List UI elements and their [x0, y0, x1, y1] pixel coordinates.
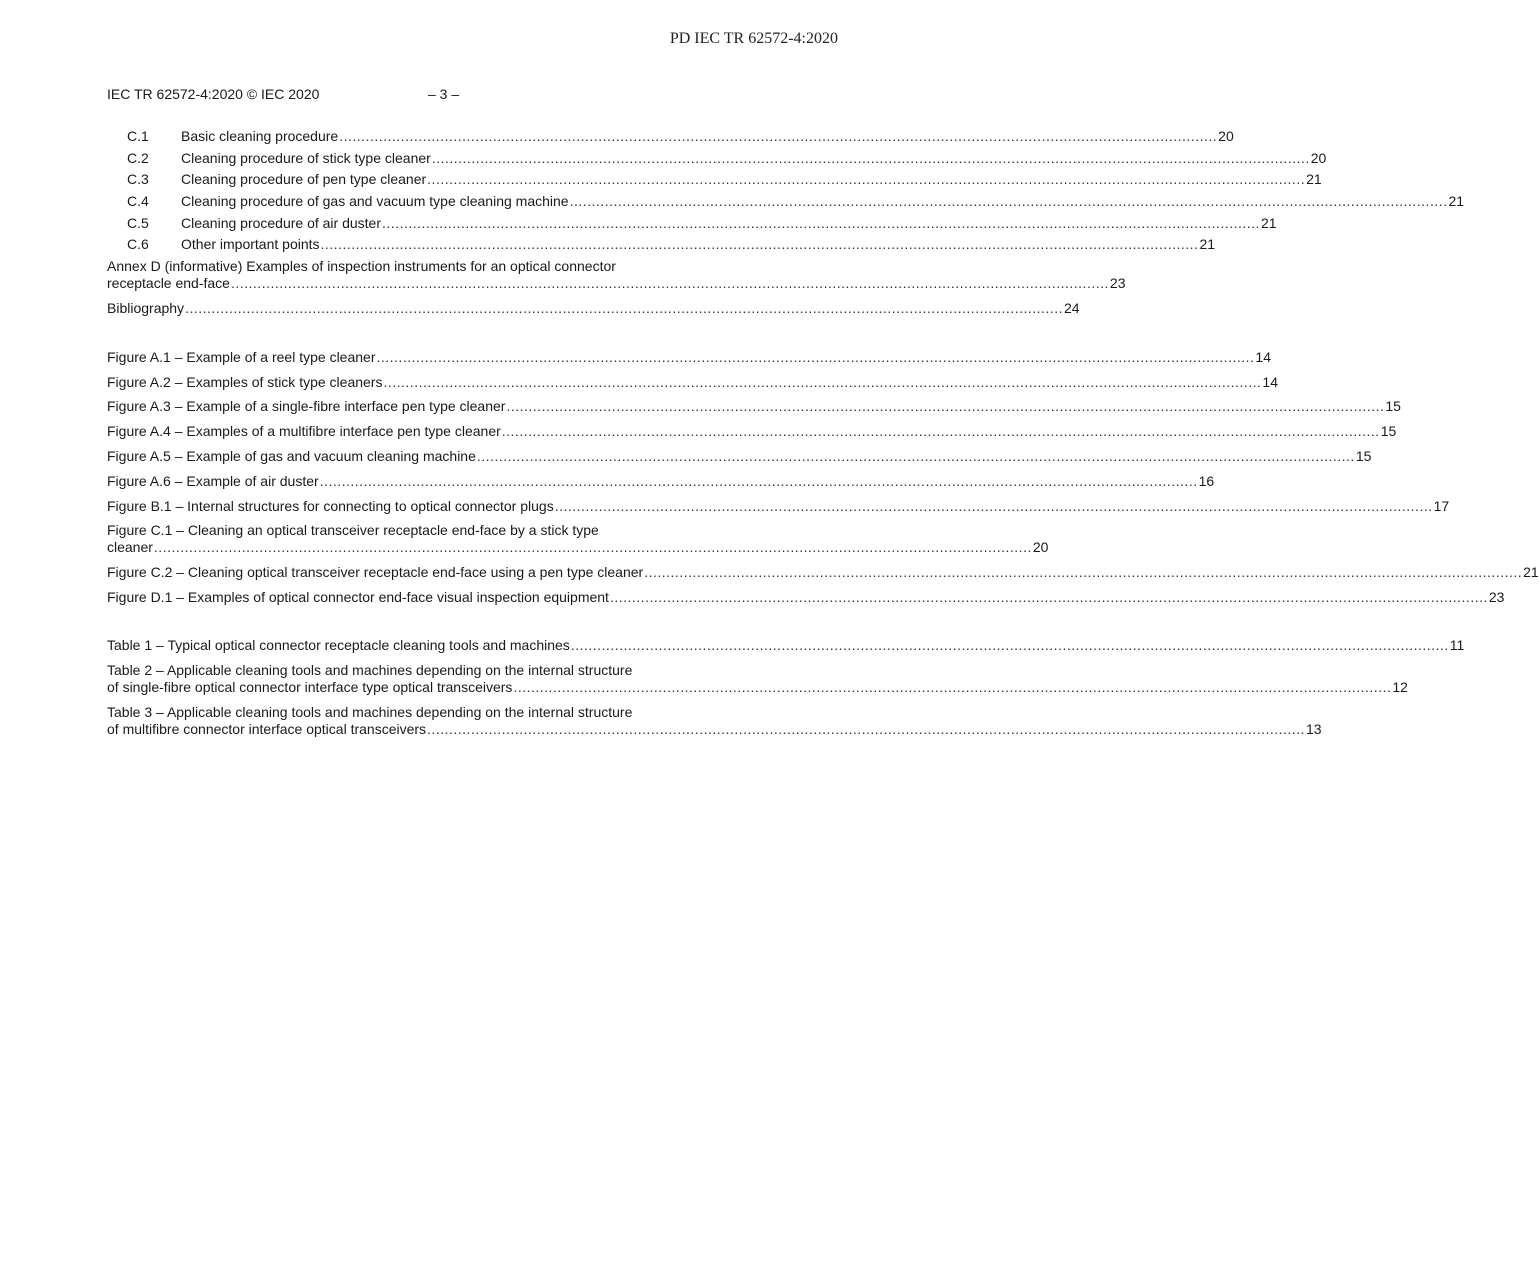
figure-entry-title: Figure C.2 – Cleaning optical transceiver receptacle end-face using a pen type cleaner	[107, 564, 644, 581]
toc-entry-code: C.1	[127, 128, 149, 144]
leader-dots: ........................................................................................................................................................................................................	[230, 275, 1109, 292]
running-title: IEC TR 62572-4:2020 © IEC 2020	[107, 86, 320, 102]
leader-dots: ........................................................................................................................................................................................................	[476, 448, 1355, 464]
leader-dots: ........................................................................................................................................................................................................	[427, 720, 1305, 737]
figure-entry-page: 23	[1488, 589, 1505, 606]
leader-dots: ........................................................................................................................................................................................................	[382, 214, 1260, 231]
figure-entry-title-line1: Figure C.1 – Cleaning an optical transceiver receptacle end-face by a stick type	[107, 522, 599, 539]
figure-entry-page: 16	[1198, 472, 1215, 489]
figure-entry-a2[interactable]	[107, 373, 1278, 399]
figure-entry-page: 15	[1380, 423, 1397, 440]
toc-entry-title: Bibliography	[107, 300, 185, 317]
toc-entry-title-line2: receptacle end-face	[107, 275, 230, 292]
toc-entry-bibliography[interactable]	[107, 300, 1080, 322]
figure-entry-page: 21	[1523, 564, 1539, 581]
table-entry-title: Table 1 – Typical optical connector receptacle cleaning tools and machines	[107, 636, 570, 653]
leader-dots: ........................................................................................................................................................................................................	[376, 348, 1255, 365]
list-of-figures	[107, 348, 1539, 614]
toc-entry-page: 20	[1218, 128, 1234, 144]
toc-entry-code: C.5	[127, 214, 149, 231]
figure-entry-page: 20	[1032, 539, 1049, 556]
running-header	[107, 86, 460, 102]
toc-entry-title-line1: Annex D (informative) Examples of inspection instruments for an optical connector	[107, 258, 616, 275]
figure-entry-title: Figure A.3 – Example of a single-fibre interface pen type cleaner	[107, 398, 506, 415]
toc-entry-page: 21	[1448, 193, 1465, 210]
toc-entry-page: 23	[1109, 275, 1126, 292]
figure-entry-a5[interactable]	[107, 448, 1372, 473]
toc-entry-code: C.4	[127, 193, 149, 210]
toc-entry-title: Cleaning procedure of pen type cleaner	[181, 171, 427, 188]
table-entry-title-line1: Table 2 – Applicable cleaning tools and machines depending on the internal structure	[107, 661, 633, 678]
table-entry-title-line1: Table 3 – Applicable cleaning tools and machines depending on the internal structure	[107, 703, 633, 720]
leader-dots: ........................................................................................................................................................................................................	[319, 472, 1198, 489]
leader-dots: ........................................................................................................................................................................................................	[570, 636, 1449, 653]
leader-dots: ........................................................................................................................................................................................................	[506, 398, 1385, 415]
table-entry-title-line2: of single-fibre optical connector interface type optical transceivers	[107, 678, 513, 695]
toc-entry-c2[interactable]	[107, 149, 1327, 172]
figure-entry-a4[interactable]	[107, 423, 1397, 448]
toc-entry-page: 21	[1199, 236, 1216, 253]
figure-entry-c1[interactable]	[107, 522, 1049, 564]
table-entry-3[interactable]	[107, 703, 1322, 746]
toc-entry-code: C.3	[127, 171, 149, 188]
figure-entry-title: Figure D.1 – Examples of optical connector end-face visual inspection equipment	[107, 589, 609, 606]
toc-entry-c5[interactable]	[107, 214, 1277, 237]
toc-entry-c4[interactable]	[107, 193, 1465, 215]
toc-entry-title: Other important points	[181, 236, 320, 253]
leader-dots: ........................................................................................................................................................................................................	[513, 678, 1392, 695]
toc-entry-c6[interactable]	[107, 236, 1216, 258]
leader-dots: ........................................................................................................................................................................................................	[431, 149, 1310, 166]
leader-dots: ........................................................................................................................................................................................................	[644, 564, 1523, 581]
figure-entry-title: Figure A.2 – Examples of stick type cleaners	[107, 373, 383, 390]
leader-dots: ........................................................................................................................................................................................................	[153, 539, 1032, 556]
figure-entry-title: Figure B.1 – Internal structures for connecting to optical connector plugs	[107, 497, 554, 514]
toc-entry-c1[interactable]	[107, 128, 1234, 150]
document-id: PD IEC TR 62572-4:2020	[669, 30, 838, 47]
toc-entry-page: 24	[1064, 300, 1080, 317]
toc-entry-code: C.6	[127, 236, 149, 253]
figure-entry-page: 15	[1355, 448, 1372, 464]
figure-entry-d1[interactable]	[107, 589, 1505, 614]
page-number: – 3 –	[428, 86, 460, 102]
toc-entry-page: 21	[1306, 171, 1322, 188]
toc-entry-code: C.2	[127, 149, 149, 166]
table-entry-title-line2: of multifibre connector interface optical transceivers	[107, 720, 427, 737]
figure-entry-title-line2: cleaner	[107, 539, 153, 556]
leader-dots: ........................................................................................................................................................................................................	[569, 193, 1448, 210]
figure-entry-page: 17	[1433, 497, 1450, 514]
toc-entry-title: Cleaning procedure of gas and vacuum type cleaning machine	[181, 193, 569, 210]
figure-entry-c2[interactable]	[107, 564, 1539, 589]
table-entry-1[interactable]	[107, 636, 1465, 662]
leader-dots: ........................................................................................................................................................................................................	[554, 497, 1433, 514]
toc-entry-c3[interactable]	[107, 171, 1322, 193]
figure-entry-title: Figure A.1 – Example of a reel type cleaner	[107, 348, 376, 365]
leader-dots: ........................................................................................................................................................................................................	[320, 236, 1199, 253]
leader-dots: ........................................................................................................................................................................................................	[339, 128, 1218, 144]
leader-dots: ........................................................................................................................................................................................................	[383, 373, 1262, 390]
list-of-tables	[107, 636, 1465, 746]
figure-entry-b1[interactable]	[107, 497, 1450, 523]
table-entry-2[interactable]	[107, 661, 1408, 704]
figure-entry-page: 14	[1255, 348, 1271, 365]
figure-entry-title: Figure A.4 – Examples of a multifibre interface pen type cleaner	[107, 423, 501, 440]
toc-entry-title: Basic cleaning procedure	[181, 128, 339, 144]
figure-entry-a3[interactable]	[107, 398, 1401, 423]
figure-entry-a6[interactable]	[107, 472, 1215, 498]
figure-entry-page: 14	[1262, 373, 1278, 390]
table-entry-page: 13	[1305, 720, 1322, 737]
figure-entry-title: Figure A.6 – Example of air duster	[107, 472, 319, 489]
table-entry-page: 12	[1392, 678, 1408, 695]
table-entry-page: 11	[1449, 636, 1465, 653]
figure-entry-a1[interactable]	[107, 348, 1271, 374]
leader-dots: ........................................................................................................................................................................................................	[501, 423, 1380, 440]
toc-entry-title: Cleaning procedure of stick type cleaner	[181, 149, 431, 166]
figure-entry-title: Figure A.5 – Example of gas and vacuum cleaning machine	[107, 448, 476, 464]
leader-dots: ........................................................................................................................................................................................................	[609, 589, 1488, 606]
leader-dots: ........................................................................................................................................................................................................	[427, 171, 1306, 188]
toc-entry-annex-d[interactable]	[107, 258, 1126, 300]
leader-dots: ........................................................................................................................................................................................................	[185, 300, 1063, 317]
table-of-contents	[107, 128, 1539, 746]
toc-entry-page: 20	[1310, 149, 1327, 166]
toc-entry-page: 21	[1260, 214, 1277, 231]
figure-entry-page: 15	[1385, 398, 1401, 415]
toc-entry-title: Cleaning procedure of air duster	[181, 214, 382, 231]
